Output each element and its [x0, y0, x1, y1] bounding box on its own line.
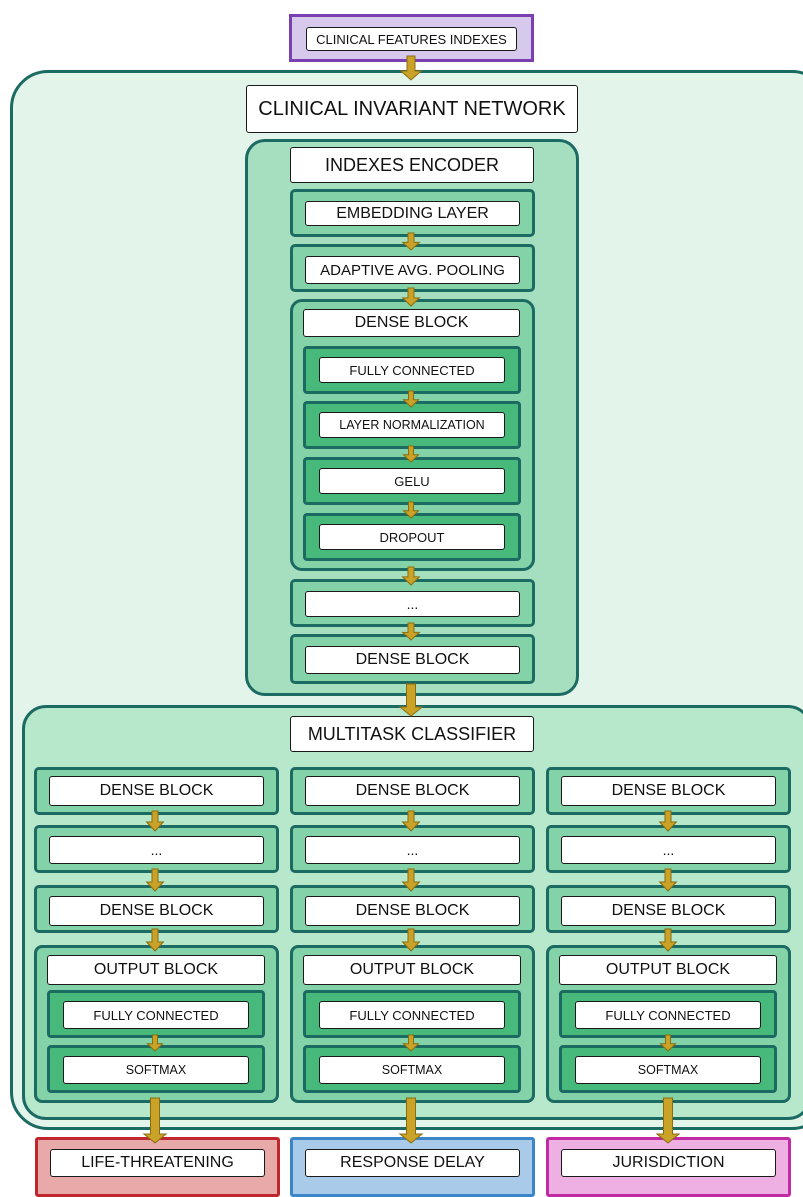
classifier-title: MULTITASK CLASSIFIER	[290, 716, 534, 752]
branch-3-dense-label-2: DENSE BLOCK	[561, 896, 776, 926]
arrow-b2-ellipsis-to-dense	[403, 869, 420, 891]
embedding-layer-label: EMBEDDING LAYER	[305, 201, 520, 226]
arrow-b3-dense-to-ellipsis	[660, 811, 677, 831]
branch-2-dense-label-2: DENSE BLOCK	[305, 896, 520, 926]
arrow-fc-to-layernorm	[404, 391, 419, 407]
arrow-gelu-to-dropout	[404, 502, 419, 518]
encoder-dense-block-title: DENSE BLOCK	[303, 309, 520, 337]
encoder-ellipsis-label: ...	[305, 591, 520, 617]
arrow-b1-to-life-threatening	[144, 1098, 166, 1143]
branch-2-softmax-label: SOFTMAX	[319, 1056, 505, 1084]
arrow-b1-dense-to-output	[147, 929, 164, 951]
arrow-input-to-network	[401, 56, 421, 80]
branch-1-output-title: OUTPUT BLOCK	[47, 955, 265, 985]
input-label: CLINICAL FEATURES INDEXES	[306, 27, 517, 51]
branch-3-dense-label: DENSE BLOCK	[561, 776, 776, 806]
encoder-last-dense-label: DENSE BLOCK	[305, 646, 520, 674]
arrow-ellipsis-to-dense	[403, 623, 420, 640]
branch-2-output-title: OUTPUT BLOCK	[303, 955, 521, 985]
branch-1-ellipsis-label: ...	[49, 836, 264, 864]
arrow-encoder-to-classifier	[400, 684, 422, 716]
arrow-pooling-to-dense	[403, 288, 420, 306]
arrow-b3-ellipsis-to-dense	[660, 869, 677, 891]
encoder-title: INDEXES ENCODER	[290, 147, 534, 183]
arrow-b1-fc-to-softmax	[148, 1035, 163, 1051]
fully-connected-label: FULLY CONNECTED	[319, 357, 505, 383]
arrow-dense-to-ellipsis	[403, 567, 420, 585]
branch-3-fc-label: FULLY CONNECTED	[575, 1001, 761, 1029]
branch-3-output-title: OUTPUT BLOCK	[559, 955, 777, 985]
branch-2-ellipsis-label: ...	[305, 836, 520, 864]
arrow-embedding-to-pooling	[403, 233, 420, 250]
arrow-layernorm-to-gelu	[404, 446, 419, 462]
layer-normalization-label: LAYER NORMALIZATION	[319, 412, 505, 438]
arrow-b3-dense-to-output	[660, 929, 677, 951]
branch-3-ellipsis-label: ...	[561, 836, 776, 864]
arrow-b2-dense-to-output	[403, 929, 420, 951]
output-life-threatening-label: LIFE-THREATENING	[50, 1149, 265, 1177]
branch-2-fc-label: FULLY CONNECTED	[319, 1001, 505, 1029]
arrow-b3-fc-to-softmax	[661, 1035, 676, 1051]
output-response-delay-label: RESPONSE DELAY	[305, 1149, 520, 1177]
branch-3-softmax-label: SOFTMAX	[575, 1056, 761, 1084]
arrow-b1-dense-to-ellipsis	[147, 811, 164, 831]
arrow-b1-ellipsis-to-dense	[147, 869, 164, 891]
branch-2-dense-label: DENSE BLOCK	[305, 776, 520, 806]
gelu-label: GELU	[319, 468, 505, 494]
arrow-b2-fc-to-softmax	[404, 1035, 419, 1051]
output-jurisdiction-label: JURISDICTION	[561, 1149, 776, 1177]
branch-1-dense-label-2: DENSE BLOCK	[49, 896, 264, 926]
branch-1-dense-label: DENSE BLOCK	[49, 776, 264, 806]
branch-1-softmax-label: SOFTMAX	[63, 1056, 249, 1084]
arrow-b3-to-jurisdiction	[657, 1098, 679, 1143]
branch-1-fc-label: FULLY CONNECTED	[63, 1001, 249, 1029]
adaptive-pooling-label: ADAPTIVE AVG. POOLING	[305, 256, 520, 284]
network-title: CLINICAL INVARIANT NETWORK	[246, 85, 578, 133]
dropout-label: DROPOUT	[319, 524, 505, 550]
arrow-b2-dense-to-ellipsis	[403, 811, 420, 831]
arrow-b2-to-response-delay	[400, 1098, 422, 1143]
